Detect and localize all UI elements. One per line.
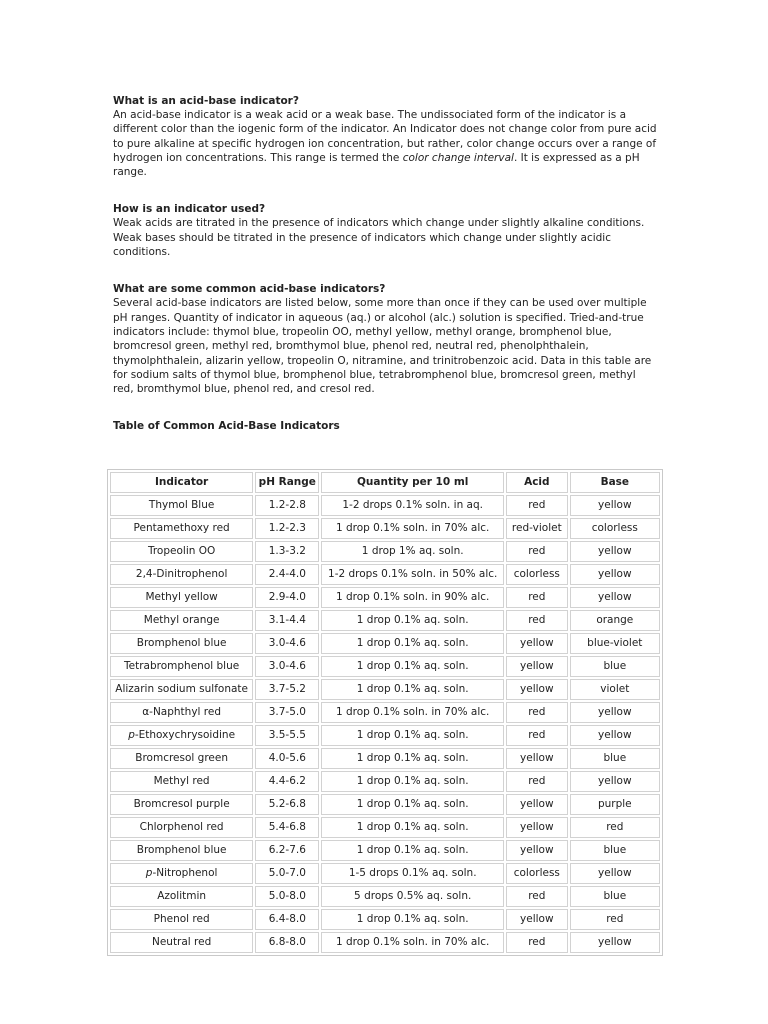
body-emphasis: color change interval <box>402 151 514 164</box>
table-row <box>110 541 660 562</box>
cell-indicator <box>110 610 253 631</box>
table-row <box>110 564 660 585</box>
indicator-name: Methyl orange <box>143 614 220 626</box>
cell-indicator <box>110 817 253 838</box>
cell-acid: yellow <box>506 633 568 654</box>
cell-ph-range: 3.7-5.2 <box>255 679 319 700</box>
cell-base: blue <box>570 748 660 769</box>
cell-ph-range: 3.0-4.6 <box>255 633 319 654</box>
cell-quantity: 1 drop 0.1% aq. soln. <box>321 610 504 631</box>
indicator-name: Pentamethoxy red <box>133 522 230 534</box>
cell-indicator <box>110 840 253 861</box>
table-row <box>110 886 660 907</box>
indicator-name: Methyl yellow <box>145 591 218 603</box>
cell-ph-range: 5.4-6.8 <box>255 817 319 838</box>
cell-acid: red <box>506 886 568 907</box>
cell-base: yellow <box>570 771 660 792</box>
cell-indicator <box>110 679 253 700</box>
body-text: An acid-base indicator is a weak acid or a weak base. The undissociated form of the indicator is a different color than the iogenic form of the indicator. An Indicator does not change color from pure acid to pure alkaline at specific hydrogen ion concentration, but rather, color change occurs over a range of hydrogen ion concentrations. This range is termed the <box>113 109 657 164</box>
section-body: Weak acids are titrated in the presence of indicators which change under slightly alkaline conditions. Weak bases should be titrated in the presence of indicators which change under slightly acidic conditions. <box>113 217 645 259</box>
cell-quantity: 1 drop 0.1% aq. soln. <box>321 794 504 815</box>
cell-acid: red <box>506 541 568 562</box>
indicator-name: Bromphenol blue <box>136 637 227 649</box>
table-row <box>110 840 660 861</box>
cell-base: yellow <box>570 564 660 585</box>
cell-quantity: 1 drop 0.1% soln. in 90% alc. <box>321 587 504 608</box>
cell-acid: red <box>506 610 568 631</box>
table-row <box>110 587 660 608</box>
header-quantity: Quantity per 10 ml <box>321 472 504 493</box>
cell-acid: red <box>506 932 568 953</box>
header-ph-range: pH Range <box>255 472 319 493</box>
indicator-name: -Nitrophenol <box>152 867 218 879</box>
cell-base: purple <box>570 794 660 815</box>
cell-ph-range: 2.4-4.0 <box>255 564 319 585</box>
table-row <box>110 863 660 884</box>
header-acid: Acid <box>506 472 568 493</box>
cell-ph-range: 6.8-8.0 <box>255 932 319 953</box>
table-row <box>110 932 660 953</box>
cell-base: yellow <box>570 932 660 953</box>
cell-quantity: 1 drop 0.1% aq. soln. <box>321 840 504 861</box>
cell-ph-range: 4.4-6.2 <box>255 771 319 792</box>
cell-indicator <box>110 656 253 677</box>
cell-quantity: 1 drop 0.1% soln. in 70% alc. <box>321 702 504 723</box>
table-row <box>110 817 660 838</box>
cell-base: red <box>570 909 660 930</box>
cell-ph-range: 4.0-5.6 <box>255 748 319 769</box>
cell-acid: red <box>506 725 568 746</box>
cell-ph-range: 6.2-7.6 <box>255 840 319 861</box>
indicator-table <box>107 469 663 956</box>
cell-acid: yellow <box>506 748 568 769</box>
cell-quantity: 1 drop 0.1% aq. soln. <box>321 748 504 769</box>
indicator-name: α-Naphthyl red <box>142 706 222 718</box>
cell-quantity: 1 drop 0.1% soln. in 70% alc. <box>321 932 504 953</box>
cell-base: yellow <box>570 541 660 562</box>
cell-quantity: 1 drop 1% aq. soln. <box>321 541 504 562</box>
section-heading: How is an indicator used? <box>113 203 266 216</box>
indicator-name: Thymol Blue <box>148 499 215 511</box>
cell-indicator <box>110 725 253 746</box>
cell-indicator <box>110 518 253 539</box>
table-row <box>110 656 660 677</box>
cell-indicator <box>110 541 253 562</box>
cell-base: blue <box>570 886 660 907</box>
indicator-name: Bromcresol green <box>135 752 228 764</box>
table-row <box>110 748 660 769</box>
cell-base: yellow <box>570 587 660 608</box>
indicator-name: 2,4-Dinitrophenol <box>135 568 228 580</box>
cell-quantity: 1 drop 0.1% aq. soln. <box>321 771 504 792</box>
indicator-name: Tropeolin OO <box>147 545 216 557</box>
cell-base: yellow <box>570 725 660 746</box>
cell-indicator <box>110 495 253 516</box>
table-row <box>110 771 660 792</box>
cell-acid: yellow <box>506 817 568 838</box>
cell-base: blue-violet <box>570 633 660 654</box>
cell-quantity: 1-5 drops 0.1% aq. soln. <box>321 863 504 884</box>
indicator-name: Phenol red <box>153 913 210 925</box>
cell-acid: yellow <box>506 909 568 930</box>
table-row <box>110 518 660 539</box>
table-row <box>110 610 660 631</box>
cell-indicator <box>110 909 253 930</box>
header-base: Base <box>570 472 660 493</box>
indicator-name: Neutral red <box>151 936 212 948</box>
indicator-name: Methyl red <box>153 775 210 787</box>
cell-acid: colorless <box>506 863 568 884</box>
indicator-name: Azolitmin <box>157 890 207 902</box>
cell-base: blue <box>570 656 660 677</box>
cell-ph-range: 2.9-4.0 <box>255 587 319 608</box>
header-indicator: Indicator <box>110 472 253 493</box>
table-row <box>110 794 660 815</box>
cell-acid: yellow <box>506 656 568 677</box>
cell-ph-range: 1.2-2.3 <box>255 518 319 539</box>
section-what-is <box>113 94 658 179</box>
cell-base: yellow <box>570 495 660 516</box>
cell-indicator <box>110 587 253 608</box>
cell-acid: yellow <box>506 679 568 700</box>
cell-quantity: 1 drop 0.1% aq. soln. <box>321 656 504 677</box>
table-row <box>110 679 660 700</box>
cell-ph-range: 5.0-7.0 <box>255 863 319 884</box>
cell-base: violet <box>570 679 660 700</box>
cell-ph-range: 6.4-8.0 <box>255 909 319 930</box>
table-row <box>110 702 660 723</box>
cell-quantity: 1 drop 0.1% aq. soln. <box>321 909 504 930</box>
cell-acid: red <box>506 771 568 792</box>
indicator-name: -Ethoxychrysoidine <box>134 729 236 741</box>
indicator-prefix: p <box>145 867 153 879</box>
table-row <box>110 725 660 746</box>
cell-ph-range: 1.2-2.8 <box>255 495 319 516</box>
cell-acid: yellow <box>506 840 568 861</box>
cell-ph-range: 3.1-4.4 <box>255 610 319 631</box>
cell-ph-range: 3.0-4.6 <box>255 656 319 677</box>
cell-ph-range: 3.7-5.0 <box>255 702 319 723</box>
section-heading: What is an acid-base indicator? <box>113 95 299 107</box>
cell-acid: red <box>506 587 568 608</box>
table-title: Table of Common Acid-Base Indicators <box>113 420 340 433</box>
document-content <box>113 94 658 455</box>
cell-base: orange <box>570 610 660 631</box>
table-body <box>110 495 660 953</box>
cell-indicator <box>110 771 253 792</box>
section-body: Several acid-base indicators are listed below, some more than once if they can be used over multiple pH ranges. Quantity of indicator in aqueous (aq.) or alcohol (alc.) solution is specified. Tried-and-true indicators include: thymol blue, tropeolin OO, methyl yellow, methyl orange, bromphenol blue, bromcresol green, methyl red, bromthymol blue, phenol red, neutral red, phenolphthalein, thymolphthalein, alizarin yellow, tropeolin O, nitramine, and trinitrobenzoic acid. Data in this table are for sodium salts of thymol blue, bromphenol blue, tetrabromphenol blue, bromcresol green, methyl red, bromthymol blue, phenol red, and cresol red. <box>113 297 652 396</box>
indicator-prefix: p <box>128 729 135 741</box>
cell-acid: red <box>506 495 568 516</box>
cell-indicator <box>110 748 253 769</box>
section-body <box>113 108 658 179</box>
cell-base: colorless <box>570 518 660 539</box>
cell-indicator <box>110 702 253 723</box>
cell-quantity: 1 drop 0.1% aq. soln. <box>321 679 504 700</box>
table-row <box>110 495 660 516</box>
cell-base: yellow <box>570 863 660 884</box>
body-text: . It is expressed as a pH range. <box>113 151 640 179</box>
section-how-used <box>113 202 658 259</box>
cell-ph-range: 5.0-8.0 <box>255 886 319 907</box>
cell-ph-range: 1.3-3.2 <box>255 541 319 562</box>
cell-acid: red-violet <box>506 518 568 539</box>
table-row <box>110 909 660 930</box>
indicator-name: Bromcresol purple <box>133 798 230 810</box>
cell-base: blue <box>570 840 660 861</box>
table-row <box>110 633 660 654</box>
section-heading: What are some common acid-base indicators? <box>113 283 386 296</box>
cell-ph-range: 5.2-6.8 <box>255 794 319 815</box>
cell-quantity: 1-2 drops 0.1% soln. in 50% alc. <box>321 564 504 585</box>
indicator-name: Alizarin sodium sulfonate <box>115 683 248 695</box>
cell-base: yellow <box>570 702 660 723</box>
cell-quantity: 5 drops 0.5% aq. soln. <box>321 886 504 907</box>
cell-indicator <box>110 932 253 953</box>
indicator-name: Bromphenol blue <box>136 844 227 856</box>
indicator-name: Chlorphenol red <box>139 821 224 833</box>
cell-indicator <box>110 564 253 585</box>
cell-quantity: 1 drop 0.1% aq. soln. <box>321 725 504 746</box>
cell-ph-range: 3.5-5.5 <box>255 725 319 746</box>
table-header-row <box>110 472 660 493</box>
cell-indicator <box>110 633 253 654</box>
cell-quantity: 1 drop 0.1% aq. soln. <box>321 817 504 838</box>
cell-indicator <box>110 886 253 907</box>
cell-quantity: 1 drop 0.1% soln. in 70% alc. <box>321 518 504 539</box>
cell-quantity: 1-2 drops 0.1% soln. in aq. <box>321 495 504 516</box>
cell-base: red <box>570 817 660 838</box>
cell-indicator <box>110 863 253 884</box>
cell-quantity: 1 drop 0.1% aq. soln. <box>321 633 504 654</box>
cell-acid: red <box>506 702 568 723</box>
section-common <box>113 282 658 396</box>
cell-acid: colorless <box>506 564 568 585</box>
cell-acid: yellow <box>506 794 568 815</box>
cell-indicator <box>110 794 253 815</box>
indicator-name: Tetrabromphenol blue <box>124 660 240 672</box>
